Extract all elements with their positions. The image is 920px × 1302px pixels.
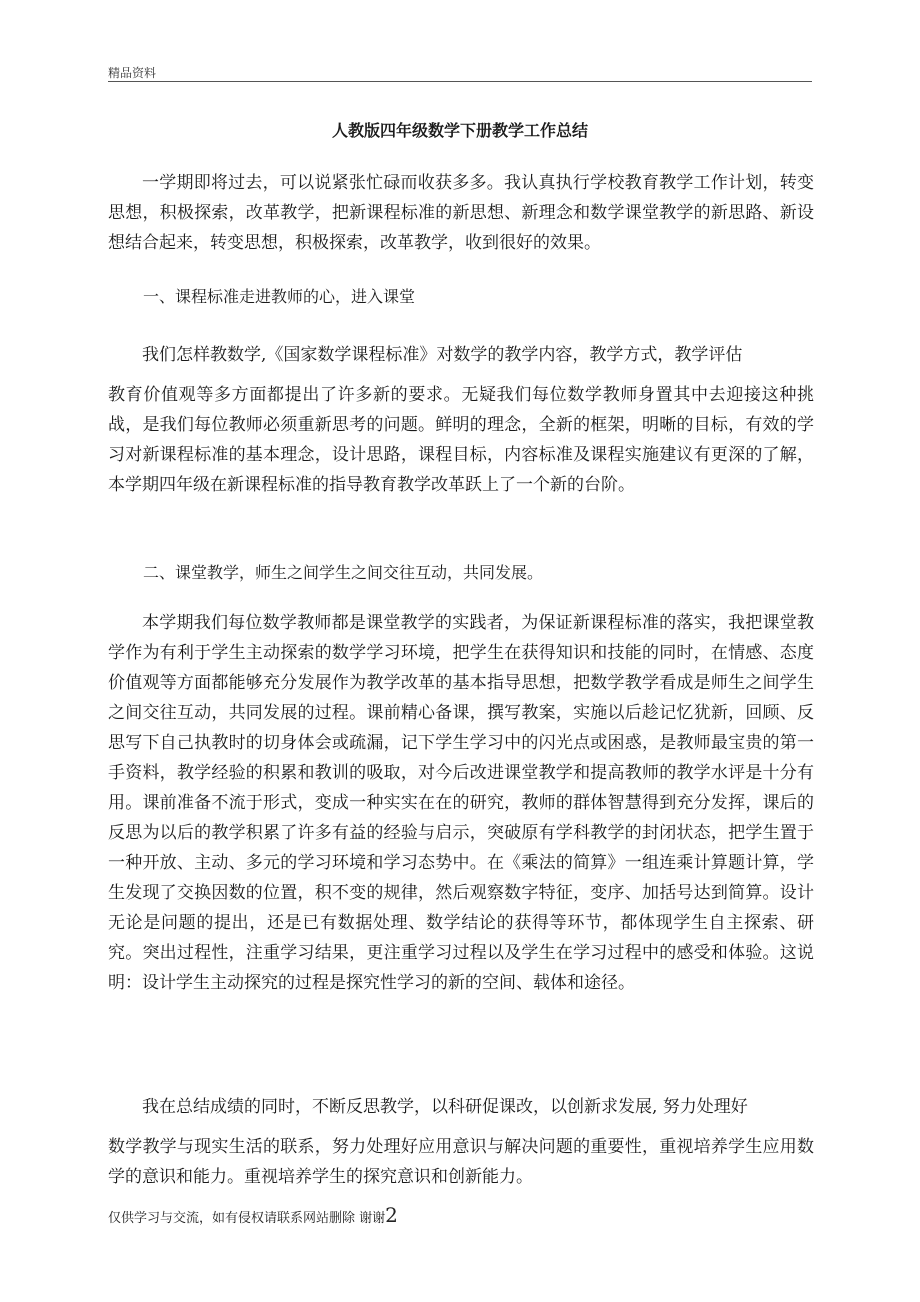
closing-body: 数学教学与现实生活的联系，努力处理好应用意识与解决问题的重要性，重视培养学生应用数学的意识和能力。重视培养学生的探究意识和创新能力。 — [108, 1137, 814, 1187]
footer-disclaimer: 仅供学习与交流，如有侵权请联系网站删除 谢谢 — [108, 1211, 386, 1226]
section-1-heading: 一、课程标准走进教师的心，进入课堂 — [143, 287, 416, 306]
section-2-heading: 二、课堂教学，师生之间学生之间交往互动，共同发展。 — [143, 563, 544, 582]
page-number: 2 — [385, 1203, 398, 1227]
section-1-body: 教育价值观等多方面都提出了许多新的要求。无疑我们每位数学教师身置其中去迎接这种挑战，是我们每位教师必须重新思考的问题。鲜明的理念，全新的框架，明晰的目标，有效的学习对新课程标准的基本理念，设计思路，课程目标，内容标准及课程实施建议有更深的了解，本学期四年级在新课程标准的指导教育教学改革跃上了一个新的台阶。 — [108, 385, 814, 495]
document-title: 人教版四年级数学下册教学工作总结 — [331, 121, 588, 140]
section-2-body: 本学期我们每位数学教师都是课堂教学的实践者，为保证新课程标准的落实，我把课堂教学作为有利于学生主动探索的数学学习环境，把学生在获得知识和技能的同时，在情感、态度价值观等方面都能够充分发展作为教学改革的基本指导思想，把数学教学看成是师生之间学生之间交往互动，共同发展的过程。课前精心备课，撰写教案，实施以后趁记忆犹新，回顾、反思写下自己执教时的切身体会或疏漏，记下学生学习中的闪光点或困惑，是教师最宝贵的第一手资料，教学经验的积累和教训的吸取，对今后改进课堂教学和提高教师的教学水评是十分有用。课前准备不流于形式，变成一种实实在在的研究，教师的群体智慧得到充分发挥，课后的反思为以后的教学积累了许多有益的经验与启示，突破原有学科教学的封闭状态，把学生置于一种开放、主动、多元的学习环境和学习态势中。在《乘法的简算》一组连乘计算题计算，学生发现了交换因数的位置，积不变的规律，然后观察数字特征，变序、加括号达到简算。设计无论是问题的提出，还是已有数据处理、数学结论的获得等环节，都体现学生自主探索、研究。突出过程性，注重学习结果，更注重学习过程以及学生在学习过程中的感受和体验。这说明：设计学生主动探究的过程是探究性学习的新的空间、载体和途径。 — [108, 613, 814, 993]
header-label: 精品资料 — [108, 66, 157, 80]
header-divider — [108, 81, 812, 82]
section-1-lead-line: 我们怎样教数学,《国家数学课程标准》对数学的教学内容，教学方式，教学评估 — [142, 345, 743, 365]
intro-paragraph: 一学期即将过去，可以说紧张忙碌而收获多多。我认真执行学校教育教学工作计划，转变思想，积极探索，改革教学，把新课程标准的新思想、新理念和数学课堂教学的新思路、新设想结合起来，转变思想，积极探索，改革教学，收到很好的效果。 — [108, 173, 814, 253]
closing-lead-line: 我在总结成绩的同时，不断反思教学，以科研促课改，以创新求发展, 努力处理好 — [142, 1097, 748, 1117]
footer — [108, 1203, 398, 1227]
